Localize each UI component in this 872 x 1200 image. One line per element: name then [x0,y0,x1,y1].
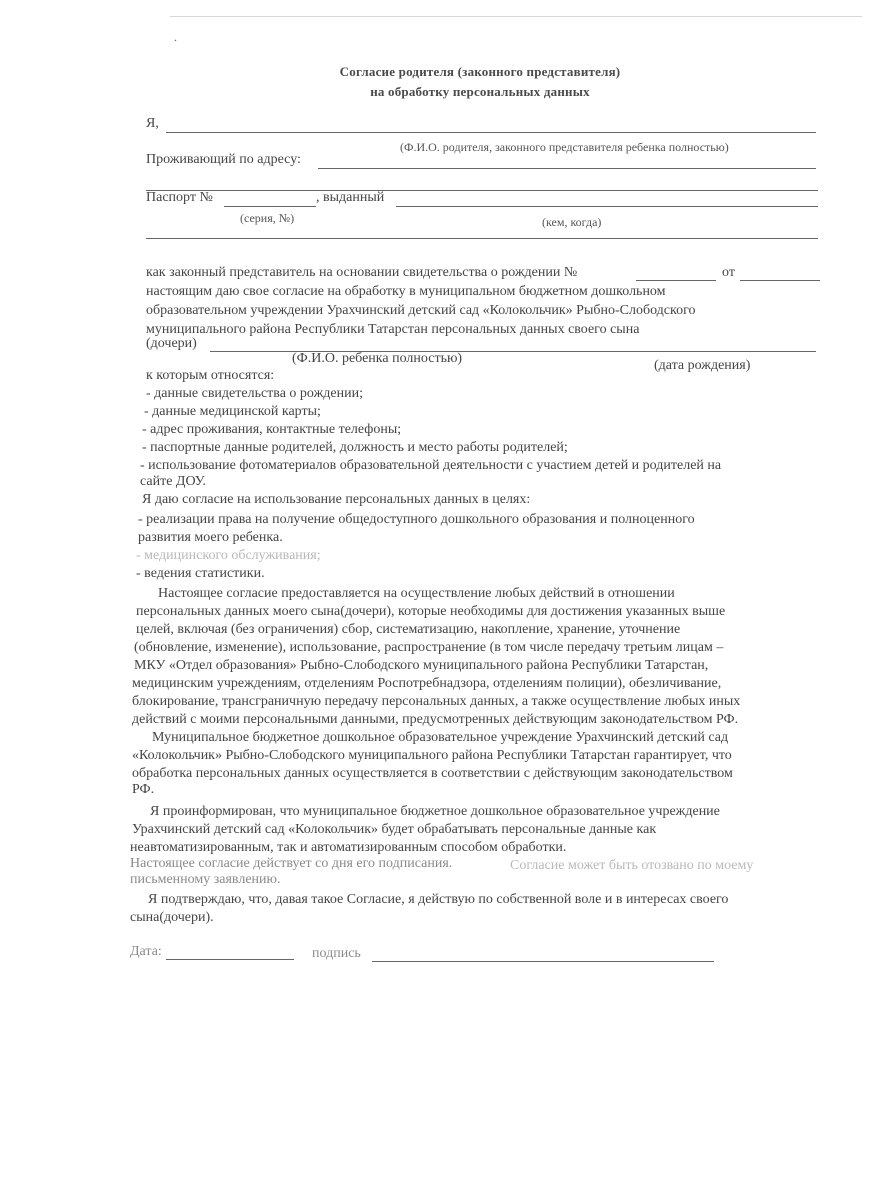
paragraph-1-line: действий с моими персональными данными, предусмотренных действующим законодательством РФ. [132,712,739,727]
paragraph-2-line: Муниципальное бюджетное дошкольное образовательное учреждение Урахчинский детский сад [152,730,729,745]
signature-label: подпись [312,946,361,961]
paragraph-1-line: персональных данных моего сына(дочери), которые необходимы для достижения указанных выше [136,604,726,619]
speck: . [174,30,177,44]
purpose-item: - медицинского обслуживания; [136,548,321,563]
paragraph-3-line: Урахчинский детский сад «Колокольчик» будет обрабатывать персональные данные как [132,822,657,837]
purposes-intro: Я даю согласие на использование персональных данных в целях: [142,492,531,507]
issued-label: , выданный [316,190,385,205]
data-list-item: сайте ДОУ. [140,474,206,489]
daughter-label: (дочери) [146,336,197,351]
passport-issuer-field-line-2[interactable] [146,238,818,239]
paragraph-4-line: Я подтверждаю, что, давая такое Согласие, я действую по собственной воле и в интересах своего [148,892,729,907]
paragraph-1-line: блокирование, трансграничную передачу персональных данных, а также осуществление любых иных [132,694,741,709]
data-list-item: - данные медицинской карты; [144,404,321,419]
paragraph-1-line: медицинским учреждениям, отделениям Роспотребнадзора, отделениям полиции), обезличивание, [132,676,722,691]
birth-certificate-date-field[interactable] [740,280,820,281]
data-list-item: - адрес проживания, контактные телефоны; [142,422,402,437]
data-list-item: - паспортные данные родителей, должность и место работы родителей; [142,440,568,455]
address-field[interactable] [318,168,816,169]
document-title-line-2: на обработку персональных данных [370,84,590,99]
legal-rep-text: как законный представитель на основании свидетельства о рождении № [146,265,578,280]
address-field-line-2[interactable] [146,190,818,191]
address-label: Проживающий по адресу: [146,152,301,167]
parent-fio-field[interactable] [166,132,816,133]
top-border-line [170,16,862,17]
series-hint: (серия, №) [240,211,295,225]
signature-field[interactable] [372,961,714,962]
paragraph-3-line: Я проинформирован, что муниципальное бюджетное дошкольное образовательное учреждение [150,804,720,819]
passport-issuer-field[interactable] [396,206,818,207]
validity-text: Настоящее согласие действует со дня его подписания. [130,856,453,871]
purpose-item: развития моего ребенка. [138,530,283,545]
date-field[interactable] [166,959,294,960]
paragraph-1-line: целей, включая (без ограничения) сбор, систематизацию, накопление, хранение, уточнение [136,622,681,637]
parent-fio-hint: (Ф.И.О. родителя, законного представителя ребенка полностью) [400,140,729,154]
passport-number-field[interactable] [224,206,316,207]
consent-text-line-1: настоящим даю свое согласие на обработку в муниципальном бюджетном дошкольном [146,284,666,299]
child-fio-hint: (Ф.И.О. ребенка полностью) [292,351,463,366]
ya-label: Я, [146,116,159,131]
revoke-text: Согласие может быть отозвано по моему [510,858,754,873]
birth-certificate-number-field[interactable] [636,280,716,281]
paragraph-1-line: МКУ «Отдел образования» Рыбно-Слободского муниципального района Республики Татарстан, [134,658,709,673]
paragraph-1-line: (обновление, изменение), использование, распространение (в том числе передачу третьим лицам – [134,640,724,655]
consent-text-line-2: образовательном учреждении Урахчинский детский сад «Колокольчик» Рыбно-Слободского [146,303,696,318]
paragraph-4-line: сына(дочери). [130,910,214,925]
data-list-item: - данные свидетельства о рождении; [146,386,363,401]
paragraph-2-line: обработка персональных данных осуществляется в соответствии с действующим законодательством [132,766,733,781]
data-list-intro: к которым относятся: [146,368,275,383]
paragraph-2-line: «Колокольчик» Рыбно-Слободского муниципального района Республики Татарстан гарантирует, что [132,748,732,763]
purpose-item: - реализации права на получение общедоступного дошкольного образования и полноценного [138,512,695,527]
consent-text-line-3: муниципального района Республики Татарстан персональных данных своего сына [146,322,640,337]
paragraph-2-line: РФ. [132,782,155,797]
date-label: Дата: [130,944,162,959]
paragraph-3-line: неавтоматизированным, так и автоматизированным способом обработки. [130,840,567,855]
document-title-line-1: Согласие родителя (законного представителя) [339,64,621,79]
birthdate-hint: (дата рождения) [654,358,751,373]
from-label: от [722,265,735,280]
issuer-hint: (кем, когда) [542,215,602,229]
purpose-item: - ведения статистики. [136,566,265,581]
revoke-text-end: письменному заявлению. [130,872,281,887]
passport-label: Паспорт № [146,190,213,205]
data-list-item: - использование фотоматериалов образовательной деятельности с участием детей и родителей на [140,458,722,473]
paragraph-1-line: Настоящее согласие предоставляется на осуществление любых действий в отношении [158,586,675,601]
